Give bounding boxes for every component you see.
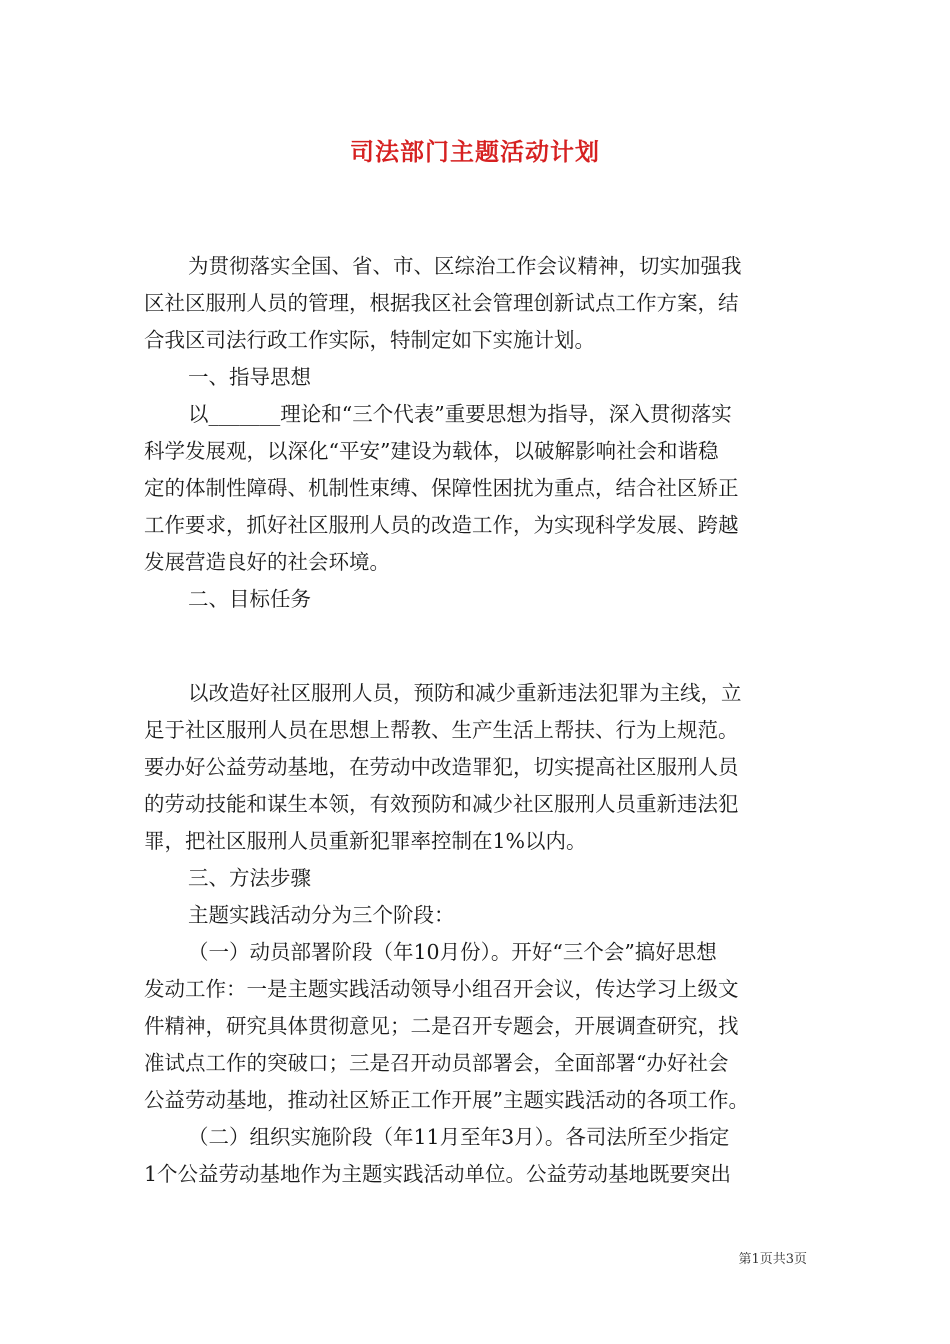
paragraph-line: 发展营造良好的社会环境。	[144, 550, 390, 574]
paragraph-line: 工作要求，抓好社区服刑人员的改造工作，为实现科学发展、跨越	[144, 513, 739, 537]
paragraph-line: 罪，把社区服刑人员重新犯罪率控制在1%以内。	[144, 829, 587, 853]
paragraph-line: 准试点工作的突破口；三是召开动员部署会，全面部署“办好社会	[144, 1051, 729, 1075]
paragraph-line: 公益劳动基地，推动社区矫正工作开展”主题实践活动的各项工作。	[144, 1088, 749, 1112]
body-block-2	[144, 675, 808, 1193]
paragraph-line: 主题实践活动分为三个阶段：	[188, 903, 455, 927]
section-heading: 三、方法步骤	[188, 866, 311, 890]
paragraph-line: 合我区司法行政工作实际，特制定如下实施计划。	[144, 328, 595, 352]
section-heading: 二、目标任务	[188, 587, 311, 611]
body-block-1	[144, 248, 808, 618]
paragraph-line: （二）组织实施阶段（年11月至年3月）。各司法所至少指定	[188, 1125, 730, 1149]
paragraph-line: 为贯彻落实全国、省、市、区综治工作会议精神，切实加强我	[188, 254, 742, 278]
paragraph-line: 发动工作：一是主题实践活动领导小组召开会议，传达学习上级文	[144, 977, 739, 1001]
paragraph-line: 要办好公益劳动基地，在劳动中改造罪犯，切实提高社区服刑人员	[144, 755, 739, 779]
paragraph-line: 足于社区服刑人员在思想上帮教、生产生活上帮扶、行为上规范。	[144, 718, 739, 742]
paragraph-line: 以改造好社区服刑人员，预防和减少重新违法犯罪为主线，立	[188, 681, 742, 705]
paragraph-line: 以_______理论和“三个代表”重要思想为指导，深入贯彻落实	[188, 402, 732, 426]
paragraph-line: 区社区服刑人员的管理，根据我区社会管理创新试点工作方案，结	[144, 291, 739, 315]
paragraph-line: 科学发展观，以深化“平安”建设为载体，以破解影响社会和谐稳	[144, 439, 719, 463]
paragraph-line: 定的体制性障碍、机制性束缚、保障性困扰为重点，结合社区矫正	[144, 476, 739, 500]
paragraph-line: 1个公益劳动基地作为主题实践活动单位。公益劳动基地既要突出	[144, 1162, 732, 1186]
section-heading: 一、指导思想	[188, 365, 311, 389]
document-title: 司法部门主题活动计划	[350, 137, 600, 166]
page-number-footer: 第1页共3页	[738, 1252, 807, 1267]
paragraph-line: （一）动员部署阶段（年10月份）。开好“三个会”搞好思想	[188, 940, 717, 964]
paragraph-line: 件精神，研究具体贯彻意见；二是召开专题会，开展调查研究，找	[144, 1014, 739, 1038]
paragraph-line: 的劳动技能和谋生本领，有效预防和减少社区服刑人员重新违法犯	[144, 792, 739, 816]
